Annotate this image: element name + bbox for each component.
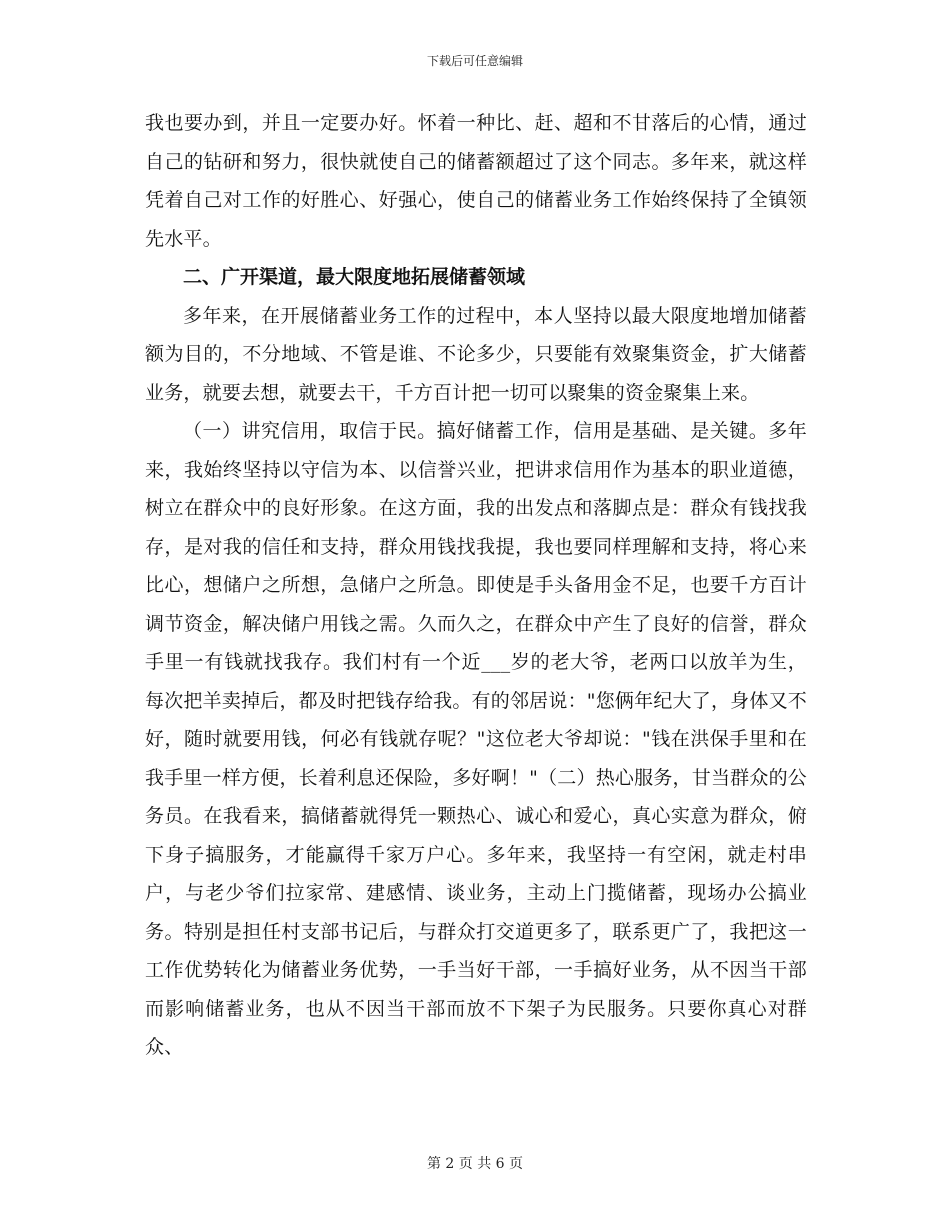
page-header: 下载后可任意编辑 — [426, 54, 523, 68]
paragraph-credit-service: （一）讲究信用，取信于民。搞好储蓄工作，信用是基础、是关键。多年来，我始终坚持以守信为本、以信誉兴业，把讲求信用作为基本的职业道德，树立在群众中的良好形象。在这方面，我的出发点和落脚点是：群众有钱找我存，是对我的信任和支持，群众用钱找我提，我也要同样理解和支持，将心来比心，想储户之所想，急储户之所急。即使是手头备用金不足，也要千方百计调节资金，解决储户用钱之需。久而久之，在群众中产生了良好的信誉，群众手里一有钱就找我存。我们村有一个近___岁的老大爷，老两口以放羊为生，每次把羊卖掉后，都及时把钱存给我。有的邻居说："您俩年纪大了，身体又不好，随时就要用钱，何必有钱就存呢？"这位老大爷却说："钱在洪保手里和在我手里一样方便，长着利息还保险，多好啊！"（二）热心服务，甘当群众的公务员。在我看来，搞储蓄就得凭一颗热心、诚心和爱心，真心实意为群众，俯下身子搞服务，才能赢得千家万户心。多年来，我坚持一有空闲，就走村串户，与老少爷们拉家常、建感情、谈业务，主动上门揽储蓄，现场办公搞业务。特别是担任村支部书记后，与群众打交道更多了，联系更广了，我把这一工作优势转化为储蓄业务优势，一手当好干部，一手搞好业务，从不因当干部而影响储蓄业务，也从不因当干部而放不下架子为民服务。只要你真心对群众、 — [145, 420, 807, 1058]
paragraph-continuation: 我也要办到，并且一定要办好。怀着一种比、赶、超和不甘落后的心情，通过自己的钻研和努力，很快就使自己的储蓄额超过了这个同志。多年来，就这样凭着自己对工作的好胜心、好强心，使自己的储蓄业务工作始终保持了全镇领先水平。 — [145, 112, 807, 250]
section-heading: 二、广开渠道，最大限度地拓展储蓄领域 — [183, 266, 526, 288]
page-number: 第 2 页 共 6 页 — [426, 1156, 524, 1172]
document-body — [145, 104, 807, 1067]
paragraph-intro: 多年来，在开展储蓄业务工作的过程中，本人坚持以最大限度地增加储蓄额为目的，不分地域、不管是谁、不论多少，只要能有效聚集资金，扩大储蓄业务，就要去想，就要去干，千方百计把一切可以聚集的资金聚集上来。 — [145, 304, 807, 404]
